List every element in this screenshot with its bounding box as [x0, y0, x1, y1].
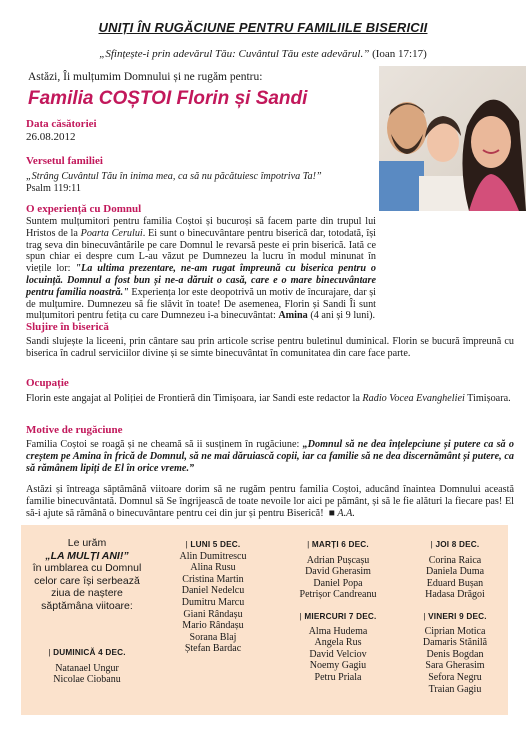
list-item: Hadasa Drăgoi	[425, 589, 485, 601]
prayer-quote: „Domnul să ne dea înțelepciune și putere ca să o creștem pe Amina în frică de Domnul, să ne mai dăruiască copii, iar ca familie să ne dea discernământ și putere, ca să rămânem lipiți de El în orice vreme.”	[26, 439, 514, 474]
list-item: Sorana Blaj	[189, 631, 237, 643]
theme-verse-ref: (Ioan 17:17)	[372, 48, 427, 60]
list-item: Daniela Duma	[425, 566, 485, 578]
list-item: Denis Bogdan	[426, 648, 484, 660]
prayer-closing	[26, 484, 514, 519]
experience-part-4: (4 ani și 9 luni).	[307, 310, 376, 322]
section-title-verse: Versetul familiei	[26, 155, 103, 167]
day-sunday	[27, 647, 147, 686]
list-item: Nicolae Ciobanu	[53, 674, 121, 686]
day-header: | MIERCURI 7 DEC.	[299, 612, 377, 621]
list-item: Angela Rus	[314, 637, 362, 649]
section-title-prayer: Motive de rugăciune	[26, 424, 123, 436]
list-item: Noemy Gagiu	[309, 660, 367, 672]
list-item: Sefora Negru	[428, 671, 482, 683]
list-item: Petru Priala	[314, 671, 362, 683]
list-item: Natanael Ungur	[55, 662, 119, 674]
list-item: Damaris Stănilă	[422, 637, 488, 649]
service-text: Sandi slujește la liceeni, prin cântare sau prin articole scrise pentru buletinul duminical. Florin se bucură împreună cu biserica în cadrul serviciilor divine și se simte binecuvântat în comunitatea din care face parte.	[26, 336, 514, 359]
list-item: Petrișor Candreanu	[299, 589, 377, 601]
child-name: Amina	[278, 310, 308, 322]
day-monday	[158, 539, 268, 655]
list-item: David Gherasim	[305, 566, 371, 578]
list-item: Sara Gherasim	[425, 660, 485, 672]
day-thursday	[405, 539, 505, 601]
job-part-1: Florin este angajat al Poliției de Frontieră din Timișoara, iar Sandi este redactor la	[26, 393, 363, 404]
day-header: | LUNI 5 DEC.	[185, 540, 241, 549]
radio-name: Radio Vocea Evangheliei	[362, 393, 465, 404]
greeting-line-3: în umblarea cu Domnul celor care își serbează ziua de naștere săptămâna viitoare:	[32, 562, 142, 612]
greeting-line-2: „LA MULȚI ANI!”	[45, 549, 129, 562]
list-item: Eduard Bușan	[426, 577, 484, 589]
list-item: Mario Rândașu	[182, 620, 244, 632]
list-item: Ciprian Motica	[424, 625, 486, 637]
list-item: Traian Gagiu	[428, 683, 482, 695]
day-header: | DUMINICĂ 4 DEC.	[48, 648, 126, 657]
list-item: Ștefan Bardac	[184, 643, 242, 655]
list-item: Giani Rândașu	[183, 608, 243, 620]
birthday-greeting	[27, 537, 147, 613]
list-item: Adrian Pușcașu	[306, 554, 370, 566]
birthdays-box	[21, 525, 508, 715]
family-verse-ref: Psalm 119:11	[26, 182, 81, 194]
wedding-date: 26.08.2012	[26, 131, 76, 143]
family-verse	[26, 171, 376, 195]
job-part-2: Timișoara.	[464, 393, 511, 404]
section-title-wedding: Data căsătoriei	[26, 118, 97, 130]
list-item: Daniel Nedelcu	[181, 585, 245, 597]
author-signature: A.A.	[337, 507, 355, 519]
family-verse-text: „Strâng Cuvântul Tău în inima mea, ca să nu păcătuiesc împotriva Ta!”	[26, 171, 322, 182]
prayer-part-1: Familia Coștoi se roagă și ne cheamă să ii susținem în rugăciune:	[26, 439, 303, 450]
experience-part-3: Experiența lor este deopotrivă un motiv de încurajare, dar și de mulțumire. Dumnezeu să fie slăvit în toate! De asemenea, Florin și Sandi Îi sunt mulțumitori pentru fetița cu care Dumnezeu i-a binecuvântat:	[26, 286, 376, 322]
intro-text: Astăzi, Îi mulțumim Domnului și ne rugăm pentru:	[28, 71, 263, 83]
section-title-job: Ocupație	[26, 377, 69, 389]
day-friday	[405, 611, 505, 695]
experience-part-1: Suntem mulțumitori pentru familia Coștoi și bucuroși să facem parte din trupul lui Hristos de la	[26, 216, 376, 239]
day-header: | JOI 8 DEC.	[430, 540, 480, 549]
end-mark-icon: ■	[328, 507, 335, 519]
section-title-experience: O experiență cu Domnul	[26, 203, 142, 215]
job-text	[26, 393, 514, 405]
theme-verse-quote: „Sfințește-i prin adevărul Tău: Cuvântul Tău este adevărul.”	[99, 48, 370, 60]
family-photo	[379, 66, 526, 211]
prayer-request	[26, 439, 514, 474]
list-item: Daniel Popa	[313, 577, 363, 589]
experience-part-2: . Ei sunt o binecuvântare pentru biserică dar, totodată, își trag seva din binecuvântările pe care Domnul le revarsă peste ei prin biserică. Iată ce spun chiar ei despre cum L-au văzut pe Dumnezeu la lucru în modul minunat în viețile lor:	[26, 227, 376, 275]
list-item: Alina Rusu	[190, 562, 236, 574]
list-item: Alma Hudema	[308, 625, 368, 637]
day-wednesday	[283, 611, 393, 684]
section-title-service: Slujire în biserică	[26, 321, 109, 333]
theme-verse	[0, 48, 526, 60]
list-item: Alin Dumitrescu	[179, 550, 247, 562]
list-item: Corina Raica	[428, 554, 482, 566]
day-tuesday	[283, 539, 393, 601]
day-header: | VINERI 9 DEC.	[423, 612, 487, 621]
experience-text-top	[26, 216, 376, 322]
family-name: Familia COȘTOI Florin și Sandi	[28, 88, 308, 109]
list-item: David Velciov	[309, 648, 367, 660]
experience-quote: "La ultima prezentare, ne-am rugat împreună cu biserica pentru o locuință. Domnul a fost bun și ne-a dăruit o casă, care e o mare binecuvântare pentru familia noastră."	[26, 263, 377, 298]
prayer-closing-text: Astăzi și întreaga săptămână viitoare dorim să ne rugăm pentru familia Coștoi, aducând înaintea Domnului această familie binecuvântată. Domnul să Se îngrijească de toate nevoile lor aici pe pământ, și să le fie alături la fiecare pas! El să-i ajute să rămână o binecuvântare pentru cei din jur și pentru Biserică!	[26, 484, 514, 519]
list-item: Cristina Martin	[182, 573, 244, 585]
day-header: | MARȚI 6 DEC.	[307, 540, 369, 549]
greeting-line-1: Le urăm	[67, 537, 107, 549]
church-name: Poarta Cerului	[80, 227, 143, 239]
list-item: Dumitru Marcu	[181, 596, 245, 608]
page-title: UNIȚI ÎN RUGĂCIUNE PENTRU FAMILIILE BISERICII	[98, 20, 428, 35]
